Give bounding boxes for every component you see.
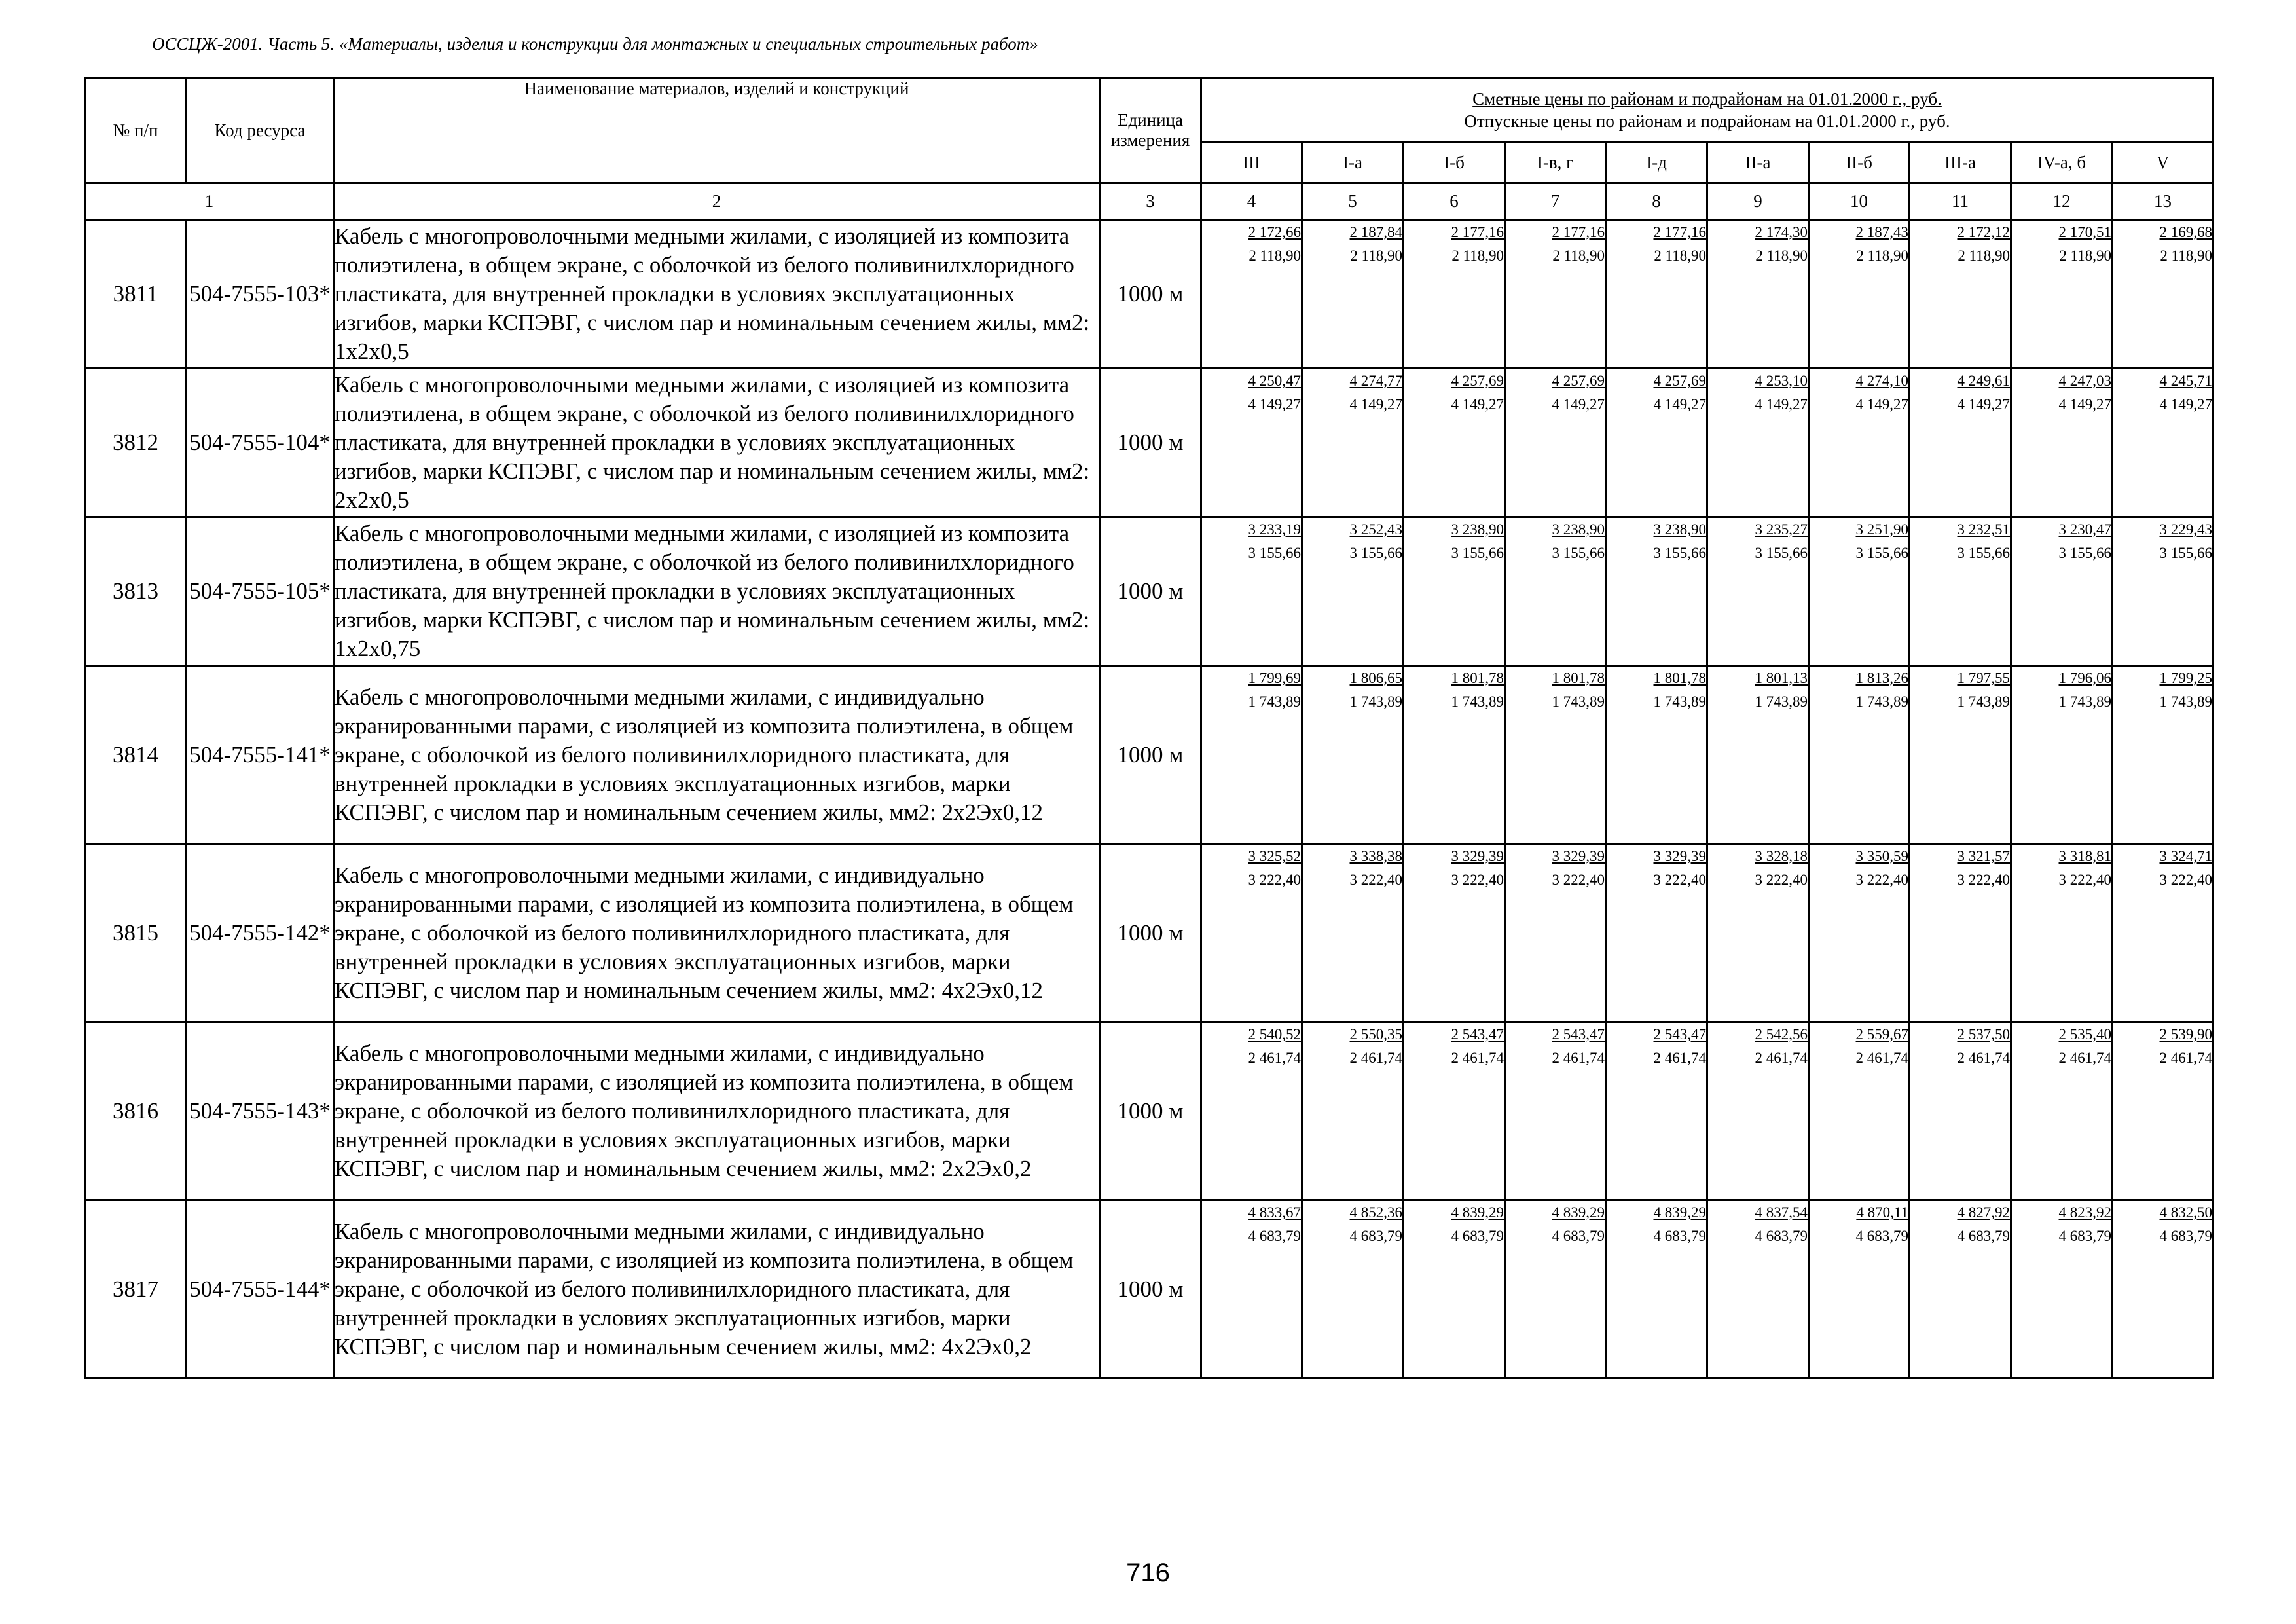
release-price: 3 155,66 <box>2159 545 2212 561</box>
release-price: 3 155,66 <box>1349 545 1402 561</box>
price-cell <box>1606 666 1707 844</box>
estimate-price: 1 796,06 <box>2058 670 2111 686</box>
estimate-price: 1 813,26 <box>1855 670 1908 686</box>
estimate-price: 2 177,16 <box>1451 224 1504 240</box>
resource-code: 504-7555-141* <box>187 666 334 844</box>
material-name: Кабель с многопроволочными медными жилами, с изоляцией из композита полиэтилена, в общем экране, с оболочкой из белого поливинилхлоридного пластиката, для внутренней прокладки в условиях эксплуатационных изгибов, марки КСПЭВГ, с числом пар и номинальным сечением жилы, мм2: 1х2х0,5 <box>334 220 1100 369</box>
price-cell <box>1910 220 2011 369</box>
release-price: 4 683,79 <box>1248 1228 1301 1244</box>
price-cell <box>1809 1200 1910 1378</box>
price-cell <box>1809 369 1910 517</box>
header-num: № п/п <box>85 78 187 183</box>
region-header: II-б <box>1809 143 1910 183</box>
release-price: 3 155,66 <box>1451 545 1504 561</box>
header-prices-release: Отпускные цены по районам и подрайонам на 01.01.2000 г., руб. <box>1464 111 1950 131</box>
price-cell <box>2011 1022 2113 1200</box>
region-header: I-в, г <box>1505 143 1606 183</box>
price-cell <box>1809 220 1910 369</box>
price-cell <box>2011 220 2113 369</box>
price-cell <box>1707 220 1809 369</box>
table-row <box>85 1022 2214 1200</box>
material-name: Кабель с многопроволочными медными жилами, с индивидуально экранированными парами, с изоляцией из композита полиэтилена, в общем экране, с оболочкой из белого поливинилхлоридного пластиката, для внутренней прокладки в условиях эксплуатационных изгибов, марки КСПЭВГ, с числом пар и номинальным сечением жилы, мм2: 2х2Эх0,2 <box>334 1022 1100 1200</box>
release-price: 4 149,27 <box>2159 396 2212 413</box>
release-price: 3 222,40 <box>2058 872 2111 888</box>
estimate-price: 4 870,11 <box>1856 1204 1908 1221</box>
estimate-price: 3 233,19 <box>1248 521 1301 538</box>
estimate-price: 4 274,77 <box>1349 373 1402 389</box>
price-cell <box>1302 220 1404 369</box>
header-unit: Единица измерения <box>1100 78 1201 183</box>
release-price: 2 461,74 <box>1451 1050 1504 1066</box>
price-cell <box>2011 1200 2113 1378</box>
estimate-price: 4 257,69 <box>1552 373 1605 389</box>
estimate-price: 3 238,90 <box>1552 521 1605 538</box>
price-cell <box>1606 220 1707 369</box>
resource-code: 504-7555-105* <box>187 517 334 666</box>
estimate-price: 2 172,12 <box>1957 224 2010 240</box>
region-header: IV-а, б <box>2011 143 2113 183</box>
estimate-price: 4 249,61 <box>1957 373 2010 389</box>
release-price: 4 149,27 <box>1653 396 1706 413</box>
material-name: Кабель с многопроволочными медными жилами, с изоляцией из композита полиэтилена, в общем экране, с оболочкой из белого поливинилхлоридного пластиката, для внутренней прокладки в условиях эксплуатационных изгибов, марки КСПЭВГ, с числом пар и номинальным сечением жилы, мм2: 2х2х0,5 <box>334 369 1100 517</box>
price-cell <box>1201 1022 1302 1200</box>
release-price: 3 155,66 <box>1957 545 2010 561</box>
estimate-price: 2 543,47 <box>1653 1026 1706 1043</box>
material-name: Кабель с многопроволочными медными жилами, с индивидуально экранированными парами, с изоляцией из композита полиэтилена, в общем экране, с оболочкой из белого поливинилхлоридного пластиката, для внутренней прокладки в условиях эксплуатационных изгибов, марки КСПЭВГ, с числом пар и номинальным сечением жилы, мм2: 2х2Эх0,12 <box>334 666 1100 844</box>
price-cell <box>1201 517 1302 666</box>
estimate-price: 2 542,56 <box>1755 1026 1808 1043</box>
release-price: 3 222,40 <box>1653 872 1706 888</box>
estimate-price: 3 328,18 <box>1755 848 1808 864</box>
resource-code: 504-7555-142* <box>187 844 334 1022</box>
price-table <box>84 77 2214 1379</box>
release-price: 1 743,89 <box>1248 693 1301 710</box>
release-price: 4 149,27 <box>1855 396 1908 413</box>
estimate-price: 3 238,90 <box>1451 521 1504 538</box>
price-cell <box>1809 517 1910 666</box>
row-number: 3816 <box>85 1022 187 1200</box>
estimate-price: 4 839,29 <box>1552 1204 1605 1221</box>
release-price: 3 155,66 <box>1755 545 1808 561</box>
unit-of-measure: 1000 м <box>1100 517 1201 666</box>
estimate-price: 2 539,90 <box>2159 1026 2212 1043</box>
row-number: 3811 <box>85 220 187 369</box>
release-price: 3 222,40 <box>1755 872 1808 888</box>
release-price: 4 683,79 <box>1653 1228 1706 1244</box>
price-cell <box>1707 517 1809 666</box>
document-header: ОССЦЖ-2001. Часть 5. «Материалы, изделия и конструкции для монтажных и специальных строительных работ» <box>152 34 1038 54</box>
price-cell <box>2113 1200 2214 1378</box>
estimate-price: 3 232,51 <box>1957 521 2010 538</box>
column-number: 7 <box>1505 183 1606 220</box>
estimate-price: 2 543,47 <box>1552 1026 1605 1043</box>
price-cell <box>1302 1200 1404 1378</box>
release-price: 4 149,27 <box>1755 396 1808 413</box>
price-cell <box>1505 1022 1606 1200</box>
header-prices-estimate: Сметные цены по районам и подрайонам на 01.01.2000 г., руб. <box>1472 89 1942 109</box>
estimate-price: 4 837,54 <box>1755 1204 1808 1221</box>
release-price: 3 155,66 <box>1653 545 1706 561</box>
release-price: 4 149,27 <box>1349 396 1402 413</box>
price-cell <box>1910 369 2011 517</box>
release-price: 3 222,40 <box>2159 872 2212 888</box>
estimate-price: 4 274,10 <box>1855 373 1908 389</box>
release-price: 2 118,90 <box>1451 248 1504 264</box>
estimate-price: 3 350,59 <box>1855 848 1908 864</box>
price-cell <box>1910 517 2011 666</box>
estimate-price: 2 550,35 <box>1349 1026 1402 1043</box>
release-price: 2 461,74 <box>2159 1050 2212 1066</box>
column-number: 11 <box>1910 183 2011 220</box>
release-price: 2 118,90 <box>2160 248 2212 264</box>
price-cell <box>2011 844 2113 1022</box>
estimate-price: 3 338,38 <box>1349 848 1402 864</box>
estimate-price: 3 238,90 <box>1653 521 1706 538</box>
unit-of-measure: 1000 м <box>1100 666 1201 844</box>
unit-of-measure: 1000 м <box>1100 1200 1201 1378</box>
price-cell <box>2113 1022 2214 1200</box>
column-number: 6 <box>1404 183 1505 220</box>
price-cell <box>1910 844 2011 1022</box>
price-cell <box>1302 666 1404 844</box>
price-cell <box>1707 1022 1809 1200</box>
unit-of-measure: 1000 м <box>1100 1022 1201 1200</box>
column-number: 10 <box>1809 183 1910 220</box>
release-price: 1 743,89 <box>2159 693 2212 710</box>
table-row <box>85 1200 2214 1378</box>
price-cell <box>1910 666 2011 844</box>
column-number: 4 <box>1201 183 1302 220</box>
estimate-price: 4 832,50 <box>2159 1204 2212 1221</box>
price-cell <box>2113 844 2214 1022</box>
release-price: 1 743,89 <box>1653 693 1706 710</box>
price-cell <box>1201 369 1302 517</box>
estimate-price: 1 801,78 <box>1552 670 1605 686</box>
region-header: II-а <box>1707 143 1809 183</box>
release-price: 3 222,40 <box>1957 872 2010 888</box>
release-price: 2 118,90 <box>1755 248 1808 264</box>
region-header: I-б <box>1404 143 1505 183</box>
release-price: 1 743,89 <box>1957 693 2010 710</box>
release-price: 4 683,79 <box>2159 1228 2212 1244</box>
page-number: 716 <box>1126 1559 1170 1587</box>
price-cell <box>2113 517 2214 666</box>
price-cell <box>1404 1200 1505 1378</box>
row-number: 3812 <box>85 369 187 517</box>
release-price: 3 155,66 <box>1248 545 1301 561</box>
release-price: 4 149,27 <box>1957 396 2010 413</box>
table-row <box>85 844 2214 1022</box>
price-cell <box>2011 369 2113 517</box>
release-price: 3 222,40 <box>1451 872 1504 888</box>
price-cell <box>1606 517 1707 666</box>
release-price: 3 155,66 <box>1855 545 1908 561</box>
price-cell <box>1201 220 1302 369</box>
table-row <box>85 517 2214 666</box>
release-price: 1 743,89 <box>1451 693 1504 710</box>
estimate-price: 1 797,55 <box>1957 670 2010 686</box>
price-cell <box>1302 844 1404 1022</box>
estimate-price: 4 253,10 <box>1755 373 1808 389</box>
release-price: 3 222,40 <box>1349 872 1402 888</box>
release-price: 4 149,27 <box>1451 396 1504 413</box>
price-cell <box>1404 1022 1505 1200</box>
estimate-price: 3 321,57 <box>1957 848 2010 864</box>
price-cell <box>1606 844 1707 1022</box>
estimate-price: 2 177,16 <box>1653 224 1706 240</box>
release-price: 4 683,79 <box>2058 1228 2111 1244</box>
release-price: 4 683,79 <box>1957 1228 2010 1244</box>
column-number: 12 <box>2011 183 2113 220</box>
estimate-price: 3 324,71 <box>2159 848 2212 864</box>
release-price: 4 683,79 <box>1349 1228 1402 1244</box>
column-number: 2 <box>334 183 1100 220</box>
price-cell <box>1910 1200 2011 1378</box>
release-price: 1 743,89 <box>2058 693 2111 710</box>
header-name: Наименование материалов, изделий и конструкций <box>334 78 1100 183</box>
price-cell <box>1809 666 1910 844</box>
estimate-price: 3 325,52 <box>1248 848 1301 864</box>
estimate-price: 3 252,43 <box>1349 521 1402 538</box>
release-price: 3 155,66 <box>2058 545 2111 561</box>
price-cell <box>1707 844 1809 1022</box>
estimate-price: 3 230,47 <box>2058 521 2111 538</box>
material-name: Кабель с многопроволочными медными жилами, с изоляцией из композита полиэтилена, в общем экране, с оболочкой из белого поливинилхлоридного пластиката, для внутренней прокладки в условиях эксплуатационных изгибов, марки КСПЭВГ, с числом пар и номинальным сечением жилы, мм2: 1х2х0,75 <box>334 517 1100 666</box>
estimate-price: 2 172,66 <box>1248 224 1301 240</box>
price-cell <box>2113 220 2214 369</box>
price-cell <box>1201 844 1302 1022</box>
release-price: 2 461,74 <box>1855 1050 1908 1066</box>
price-cell <box>1505 844 1606 1022</box>
estimate-price: 4 257,69 <box>1653 373 1706 389</box>
unit-of-measure: 1000 м <box>1100 369 1201 517</box>
price-cell <box>1302 1022 1404 1200</box>
release-price: 4 149,27 <box>1248 396 1301 413</box>
row-number: 3817 <box>85 1200 187 1378</box>
release-price: 2 118,90 <box>1248 248 1301 264</box>
release-price: 1 743,89 <box>1349 693 1402 710</box>
price-cell <box>1404 220 1505 369</box>
release-price: 2 118,90 <box>2059 248 2111 264</box>
price-cell <box>1201 666 1302 844</box>
release-price: 2 118,90 <box>1958 248 2010 264</box>
estimate-price: 2 543,47 <box>1451 1026 1504 1043</box>
price-cell <box>1707 666 1809 844</box>
region-header: III-а <box>1910 143 2011 183</box>
estimate-price: 4 245,71 <box>2159 373 2212 389</box>
release-price: 2 461,74 <box>1552 1050 1605 1066</box>
price-cell <box>2011 517 2113 666</box>
region-header: I-а <box>1302 143 1404 183</box>
release-price: 1 743,89 <box>1755 693 1808 710</box>
release-price: 4 683,79 <box>1755 1228 1808 1244</box>
price-cell <box>2011 666 2113 844</box>
estimate-price: 3 229,43 <box>2159 521 2212 538</box>
estimate-price: 1 799,69 <box>1248 670 1301 686</box>
price-cell <box>1302 369 1404 517</box>
estimate-price: 1 806,65 <box>1349 670 1402 686</box>
estimate-price: 3 235,27 <box>1755 521 1808 538</box>
resource-code: 504-7555-143* <box>187 1022 334 1200</box>
price-cell <box>1505 517 1606 666</box>
release-price: 1 743,89 <box>1552 693 1605 710</box>
column-number: 9 <box>1707 183 1809 220</box>
estimate-price: 2 559,67 <box>1855 1026 1908 1043</box>
estimate-price: 4 257,69 <box>1451 373 1504 389</box>
region-header: I-д <box>1606 143 1707 183</box>
estimate-price: 4 839,29 <box>1451 1204 1504 1221</box>
estimate-price: 4 839,29 <box>1653 1204 1706 1221</box>
release-price: 2 118,90 <box>1856 248 1908 264</box>
row-number: 3813 <box>85 517 187 666</box>
price-cell <box>1707 369 1809 517</box>
price-cell <box>1505 220 1606 369</box>
row-number: 3815 <box>85 844 187 1022</box>
release-price: 4 683,79 <box>1552 1228 1605 1244</box>
estimate-price: 1 801,78 <box>1653 670 1706 686</box>
estimate-price: 1 799,25 <box>2159 670 2212 686</box>
estimate-price: 2 187,84 <box>1349 224 1402 240</box>
column-number: 13 <box>2113 183 2214 220</box>
estimate-price: 4 827,92 <box>1957 1204 2010 1221</box>
release-price: 3 222,40 <box>1855 872 1908 888</box>
estimate-price: 2 187,43 <box>1855 224 1908 240</box>
table-row <box>85 666 2214 844</box>
price-cell <box>2113 666 2214 844</box>
unit-of-measure: 1000 м <box>1100 220 1201 369</box>
estimate-price: 2 174,30 <box>1755 224 1808 240</box>
price-cell <box>1910 1022 2011 1200</box>
estimate-price: 4 823,92 <box>2058 1204 2111 1221</box>
price-cell <box>1505 666 1606 844</box>
region-header: III <box>1201 143 1302 183</box>
column-number: 1 <box>85 183 334 220</box>
header-prices <box>1201 78 2214 143</box>
resource-code: 504-7555-144* <box>187 1200 334 1378</box>
estimate-price: 4 833,67 <box>1248 1204 1301 1221</box>
estimate-price: 2 177,16 <box>1552 224 1605 240</box>
resource-code: 504-7555-104* <box>187 369 334 517</box>
price-cell <box>1404 517 1505 666</box>
column-number: 8 <box>1606 183 1707 220</box>
release-price: 4 149,27 <box>2058 396 2111 413</box>
column-number: 3 <box>1100 183 1201 220</box>
estimate-price: 2 535,40 <box>2058 1026 2111 1043</box>
estimate-price: 4 852,36 <box>1349 1204 1402 1221</box>
estimate-price: 1 801,78 <box>1451 670 1504 686</box>
unit-of-measure: 1000 м <box>1100 844 1201 1022</box>
estimate-price: 3 329,39 <box>1552 848 1605 864</box>
price-cell <box>1404 369 1505 517</box>
estimate-price: 4 250,47 <box>1248 373 1301 389</box>
release-price: 4 683,79 <box>1855 1228 1908 1244</box>
header-code: Код ресурса <box>187 78 334 183</box>
row-number: 3814 <box>85 666 187 844</box>
estimate-price: 2 537,50 <box>1957 1026 2010 1043</box>
estimate-price: 2 170,51 <box>2058 224 2111 240</box>
price-cell <box>1302 517 1404 666</box>
price-cell <box>1809 844 1910 1022</box>
release-price: 4 149,27 <box>1552 396 1605 413</box>
release-price: 2 461,74 <box>1653 1050 1706 1066</box>
price-cell <box>1809 1022 1910 1200</box>
material-name: Кабель с многопроволочными медными жилами, с индивидуально экранированными парами, с изоляцией из композита полиэтилена, в общем экране, с оболочкой из белого поливинилхлоридного пластиката, для внутренней прокладки в условиях эксплуатационных изгибов, марки КСПЭВГ, с числом пар и номинальным сечением жилы, мм2: 4х2Эх0,12 <box>334 844 1100 1022</box>
release-price: 4 683,79 <box>1451 1228 1504 1244</box>
price-cell <box>1707 1200 1809 1378</box>
estimate-price: 3 251,90 <box>1855 521 1908 538</box>
estimate-price: 2 169,68 <box>2159 224 2212 240</box>
release-price: 2 461,74 <box>1957 1050 2010 1066</box>
column-number: 5 <box>1302 183 1404 220</box>
resource-code: 504-7555-103* <box>187 220 334 369</box>
price-cell <box>1505 1200 1606 1378</box>
release-price: 3 155,66 <box>1552 545 1605 561</box>
price-cell <box>1505 369 1606 517</box>
release-price: 3 222,40 <box>1552 872 1605 888</box>
estimate-price: 3 329,39 <box>1653 848 1706 864</box>
price-cell <box>1404 844 1505 1022</box>
price-cell <box>1404 666 1505 844</box>
price-cell <box>1606 1200 1707 1378</box>
estimate-price: 1 801,13 <box>1755 670 1808 686</box>
estimate-price: 4 247,03 <box>2058 373 2111 389</box>
release-price: 1 743,89 <box>1855 693 1908 710</box>
region-header: V <box>2113 143 2214 183</box>
release-price: 3 222,40 <box>1248 872 1301 888</box>
release-price: 2 118,90 <box>1552 248 1605 264</box>
table-row <box>85 369 2214 517</box>
estimate-price: 2 540,52 <box>1248 1026 1301 1043</box>
estimate-price: 3 318,81 <box>2058 848 2111 864</box>
release-price: 2 461,74 <box>1755 1050 1808 1066</box>
release-price: 2 118,90 <box>1654 248 1706 264</box>
price-cell <box>2113 369 2214 517</box>
price-cell <box>1606 1022 1707 1200</box>
release-price: 2 461,74 <box>1248 1050 1301 1066</box>
release-price: 2 461,74 <box>2058 1050 2111 1066</box>
price-cell <box>1201 1200 1302 1378</box>
release-price: 2 461,74 <box>1349 1050 1402 1066</box>
table-row <box>85 220 2214 369</box>
release-price: 2 118,90 <box>1350 248 1402 264</box>
estimate-price: 3 329,39 <box>1451 848 1504 864</box>
material-name: Кабель с многопроволочными медными жилами, с индивидуально экранированными парами, с изоляцией из композита полиэтилена, в общем экране, с оболочкой из белого поливинилхлоридного пластиката, для внутренней прокладки в условиях эксплуатационных изгибов, марки КСПЭВГ, с числом пар и номинальным сечением жилы, мм2: 4х2Эх0,2 <box>334 1200 1100 1378</box>
price-cell <box>1606 369 1707 517</box>
